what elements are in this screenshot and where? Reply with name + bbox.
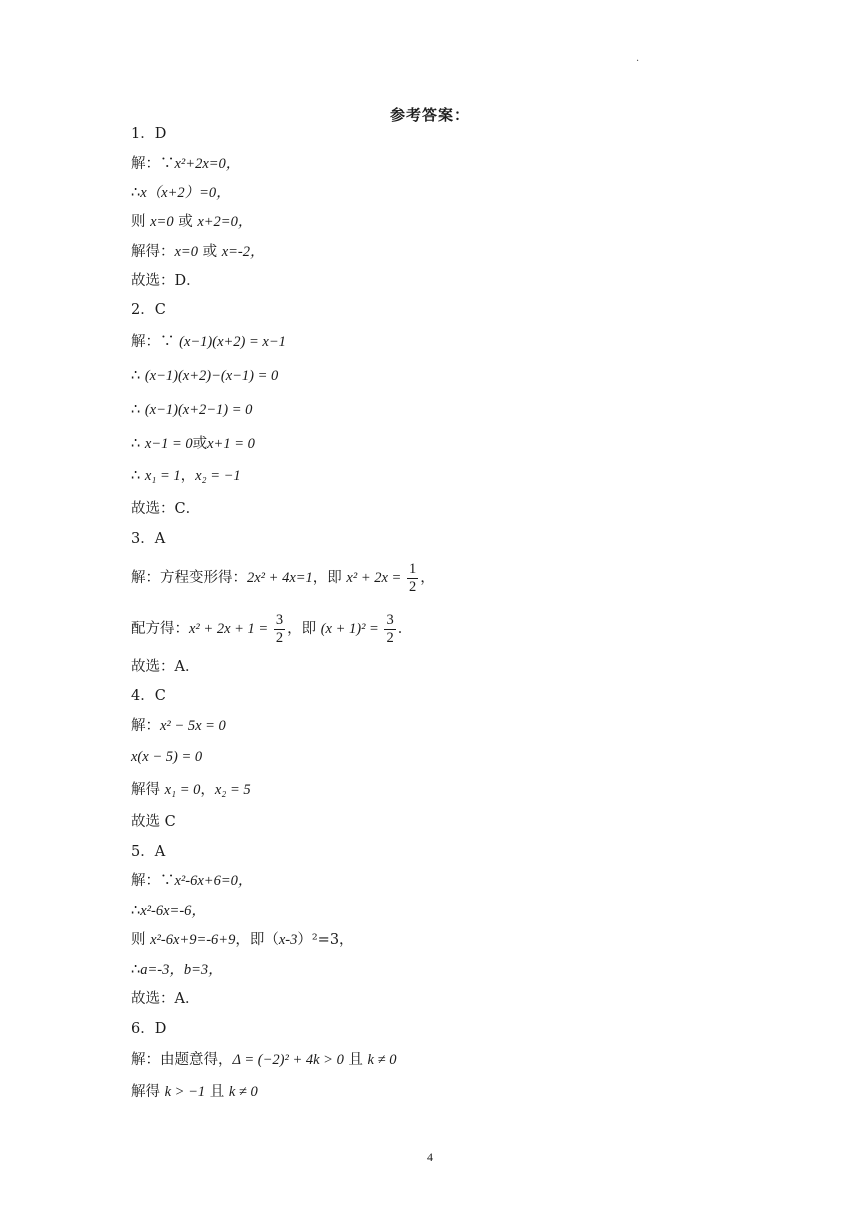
q6-step2-equation-b: k ≠ 0	[228, 1084, 258, 1100]
q4-step1-equation: x² − 5x = 0	[160, 718, 226, 734]
q2-step3-prefix: ∴	[131, 402, 145, 418]
q4-step3-eq-a: x₁ = 0	[164, 782, 201, 798]
q3-fraction-three-halves-b	[384, 612, 395, 647]
q1-step1-prefix: 解：∵	[131, 156, 175, 172]
q3-step1-prefix: 解：方程变形得：	[131, 570, 247, 586]
q5-step3-equation-b: x-3	[278, 932, 298, 948]
q3-step2-equation: x² + 2x + 1 =	[189, 621, 272, 637]
q2-step5-prefix: ∴	[131, 468, 145, 484]
q2-step5	[131, 466, 241, 486]
q1-answer: 1．D	[131, 126, 167, 142]
q2-step4-eq-b: x+1 = 0	[207, 436, 255, 452]
q1-step2-equation: x（x+2）=0，	[140, 185, 231, 201]
q1-conclusion: 故选：D．	[131, 273, 201, 289]
q1-step3-or: 或	[173, 214, 198, 230]
q2-step2-prefix: ∴	[131, 368, 145, 384]
q1-step3-eq-b: x+2=0，	[197, 214, 253, 230]
q2-step4-or: 或	[192, 436, 208, 452]
q1-step4-eq-b: x=-2，	[221, 244, 265, 260]
q4-step2-equation: x(x − 5) = 0	[131, 749, 203, 765]
q3-answer: 3．A	[131, 531, 166, 547]
q5-step3-equation: x²-6x+9=-6+9	[150, 932, 236, 948]
q2-step1-prefix: 解：∵	[131, 334, 180, 350]
q5-step2-equation: x²-6x=-6，	[140, 903, 206, 919]
q6-step2-equation: k > −1	[164, 1084, 206, 1100]
q4-step1	[131, 716, 226, 736]
q3-step1-equation-b: x² + 2x =	[346, 570, 405, 586]
q5-step2	[131, 901, 206, 921]
q1-step1-equation: x²+2x=0，	[174, 156, 241, 172]
q5-conclusion: 故选：A．	[131, 991, 200, 1007]
q3-step2-prefix: 配方得：	[131, 621, 189, 637]
q1-step4-or: 或	[197, 244, 222, 260]
q1-step3-eq-a: x=0	[150, 214, 174, 230]
q4-step3-sep: ，	[200, 782, 215, 798]
q5-step1-equation: x²-6x+6=0，	[174, 873, 253, 889]
q5-step1	[131, 871, 252, 891]
q3-fraction-one-half	[407, 561, 418, 596]
q2-step3-equation: (x−1)(x+2−1) = 0	[144, 402, 253, 418]
q5-step3-mid: ，即（	[235, 932, 279, 948]
q2-conclusion: 故选：C．	[131, 501, 201, 517]
q2-step5-eq-a: x₁ = 1	[144, 468, 181, 484]
q3-frac1-denominator: 2	[408, 578, 417, 595]
q2-step1-equation: (x−1)(x+2) = x−1	[179, 334, 286, 350]
q6-step1-prefix: 解：由题意得，	[131, 1052, 233, 1068]
q4-step3-prefix: 解得	[131, 782, 165, 798]
q2-step2	[131, 366, 278, 386]
q1-step1	[131, 154, 240, 174]
q3-frac2-denominator: 2	[275, 629, 284, 646]
q2-step1	[131, 332, 286, 352]
q3-step2-end: ．	[397, 621, 413, 637]
q5-step3-prefix: 则	[131, 932, 151, 948]
q5-step3-end: ）²=3，	[297, 932, 354, 948]
q6-step2-prefix: 解得	[131, 1084, 165, 1100]
q2-step4-eq-a: x−1 = 0	[144, 436, 193, 452]
q6-step1-equation-b: k ≠ 0	[367, 1052, 397, 1068]
q3-conclusion: 故选：A．	[131, 659, 200, 675]
q5-step2-prefix: ∴	[131, 903, 141, 919]
q4-answer: 4．C	[131, 688, 166, 704]
q4-conclusion: 故选 C	[131, 814, 176, 830]
q4-step3-eq-b: x₂ = 5	[214, 782, 251, 798]
q4-step1-prefix: 解：	[131, 718, 160, 734]
q2-answer: 2．C	[131, 302, 166, 318]
page-title: 参考答案：	[389, 106, 470, 124]
q3-frac2-numerator: 3	[275, 611, 284, 628]
q1-step2	[131, 183, 231, 203]
q1-step3-prefix: 则	[131, 214, 151, 230]
q3-step1	[131, 560, 435, 596]
q1-step2-prefix: ∴	[131, 185, 141, 201]
q3-step2-equation-b: (x + 1)² =	[320, 621, 383, 637]
q4-step2	[131, 747, 202, 767]
q1-step4-eq-a: x=0	[174, 244, 198, 260]
q5-answer: 5．A	[131, 844, 166, 860]
q3-step2-mid: ，即	[287, 621, 321, 637]
q1-step4	[131, 242, 265, 262]
page-number: 4	[427, 1150, 433, 1164]
q6-step2	[131, 1082, 258, 1102]
q3-fraction-three-halves-a	[274, 612, 285, 647]
q6-step1	[131, 1050, 396, 1070]
q2-step3	[131, 400, 252, 420]
q3-step2	[131, 611, 412, 647]
q3-frac1-numerator: 1	[408, 560, 417, 577]
q3-step1-end: ，	[420, 570, 435, 586]
q5-step4-equation: a=-3，b=3，	[140, 962, 223, 978]
q2-step4-prefix: ∴	[131, 436, 145, 452]
q3-step1-mid: ，即	[312, 570, 347, 586]
q3-step1-equation: 2x² + 4x=1	[247, 570, 313, 586]
q2-step5-sep: ，	[180, 468, 196, 484]
q1-step4-prefix: 解得：	[131, 244, 175, 260]
header-mark: ·	[636, 56, 640, 67]
q2-step4	[131, 434, 255, 454]
q2-step5-eq-b: x₂ = −1	[195, 468, 241, 484]
q5-step4-prefix: ∴	[131, 962, 141, 978]
q6-step1-and: 且	[343, 1052, 368, 1068]
q1-step3	[131, 212, 252, 232]
q6-answer: 6．D	[131, 1021, 167, 1037]
q4-step3	[131, 780, 251, 800]
q3-frac3-numerator: 3	[386, 611, 394, 628]
q5-step1-prefix: 解：∵	[131, 873, 175, 889]
q5-step4	[131, 960, 223, 980]
q2-step2-equation: (x−1)(x+2)−(x−1) = 0	[144, 368, 279, 384]
q3-frac3-denominator: 2	[386, 629, 394, 646]
q6-step2-and: 且	[205, 1084, 229, 1100]
q6-step1-equation: Δ = (−2)² + 4k > 0	[232, 1052, 344, 1068]
q5-step3	[131, 930, 354, 950]
